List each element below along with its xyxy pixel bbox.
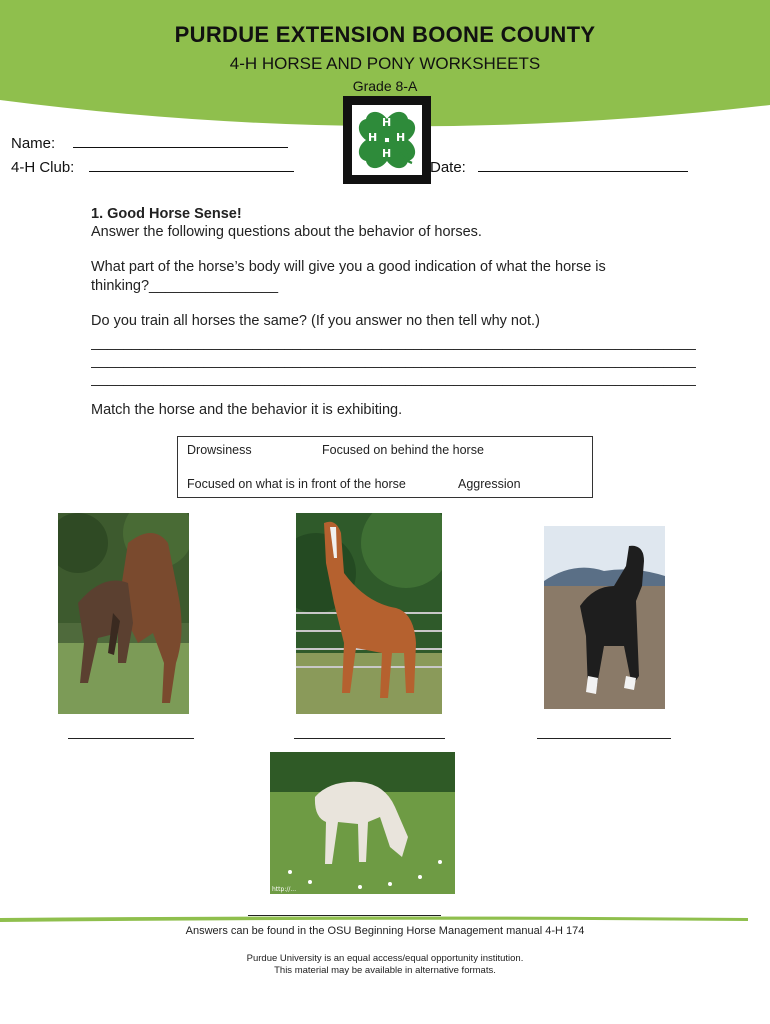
name-line[interactable] <box>73 133 288 148</box>
date-label: Date: <box>430 159 466 176</box>
answers-note: Answers can be found in the OSU Beginning Horse Management manual 4-H 174 <box>185 925 585 937</box>
match-prompt: Match the horse and the behavior it is exhibiting. <box>91 402 403 418</box>
answer-blank-chestnut[interactable] <box>294 737 445 739</box>
svg-text:H: H <box>396 131 406 144</box>
answer-line-2[interactable]: ___________________________________________________________________________ <box>91 353 696 369</box>
name-field[interactable] <box>11 133 288 152</box>
horse-photo-chestnut <box>296 513 442 714</box>
section-intro: Answer the following questions about the behavior of horses. <box>91 224 482 240</box>
photo-watermark: http://... <box>272 886 297 893</box>
horse-photo-rearing <box>58 513 189 714</box>
behavior-focused-behind: Focused on behind the horse <box>322 443 484 457</box>
page-title: PURDUE EXTENSION BOONE COUNTY <box>174 22 596 47</box>
horse-photo-grazing <box>270 752 455 894</box>
club-label: 4-H Club: <box>11 159 75 176</box>
behavior-focused-front: Focused on what is in front of the horse <box>187 477 406 491</box>
club-field[interactable] <box>11 157 294 176</box>
question-2: Do you train all horses the same? (If you answer no then tell why not.) <box>91 313 540 329</box>
behavior-word-bank <box>177 436 593 498</box>
club-line[interactable] <box>89 157 294 172</box>
answer-blank-rearing[interactable] <box>68 737 194 739</box>
svg-text:H: H <box>382 147 392 160</box>
behavior-aggression: Aggression <box>458 477 521 491</box>
date-field[interactable] <box>430 157 688 176</box>
alternative-formats-note: This material may be available in alternative formats. <box>274 965 496 976</box>
4h-clover-logo <box>343 96 431 184</box>
footer-band <box>0 915 770 923</box>
svg-text:H: H <box>382 116 392 129</box>
answer-blank-draft[interactable] <box>537 737 671 739</box>
name-label: Name: <box>11 135 56 152</box>
horse-photo-draft <box>544 526 665 709</box>
svg-text:H: H <box>368 131 378 144</box>
date-line[interactable] <box>478 157 688 172</box>
answer-line-1[interactable]: ___________________________________________________________________________ <box>91 335 696 351</box>
section-heading: 1. Good Horse Sense! <box>91 206 242 222</box>
answer-line-3[interactable]: ___________________________________________________________________________ <box>91 371 696 387</box>
clover-icon <box>352 105 422 175</box>
behavior-drowsiness: Drowsiness <box>187 443 252 457</box>
question-1: What part of the horse’s body will give you a good indication of what the horse is thinking?________________ <box>91 259 606 294</box>
equal-opportunity-note: Purdue University is an equal access/equal opportunity institution. <box>246 953 524 964</box>
page-subtitle: 4-H HORSE AND PONY WORKSHEETS <box>229 54 541 73</box>
grade-label: Grade 8-A <box>352 78 418 94</box>
